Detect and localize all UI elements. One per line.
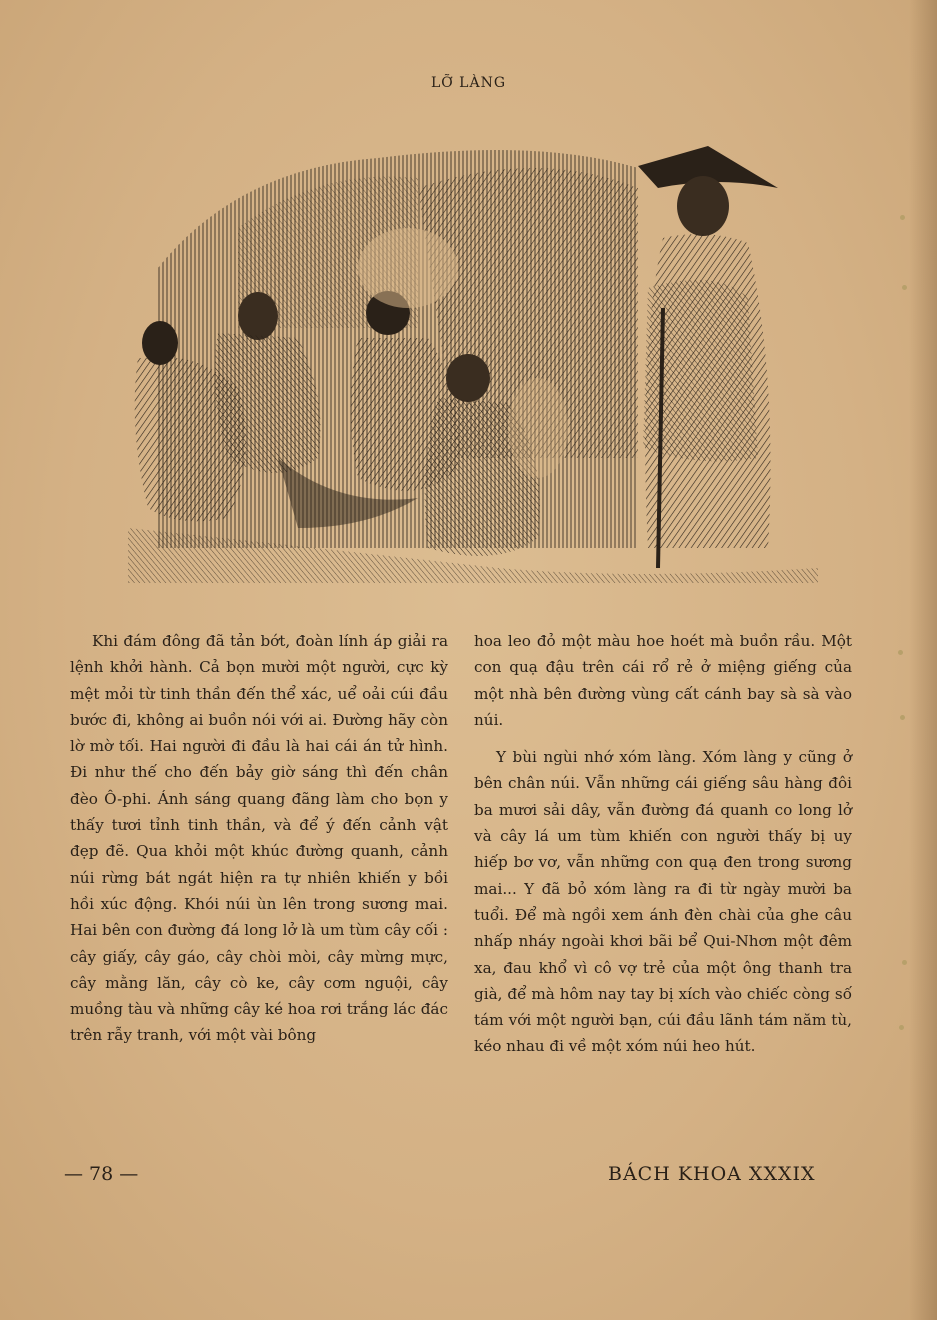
page-number: — 78 — [64,1163,139,1185]
pen-and-ink-illustration-icon [118,128,828,583]
right-column [474,628,852,1060]
margin-spot [902,960,907,965]
margin-spot [900,215,905,220]
illustration [118,128,828,583]
left-column [70,628,448,1049]
margin-spot [899,1025,904,1030]
publication-title: BÁCH KHOA XXXIX [608,1163,816,1185]
margin-spot [898,650,903,655]
running-head: LỠ LÀNG [430,75,507,91]
paragraph: hoa leo đỏ một màu hoe hoét mà buồn rầu. Một con quạ đậu trên cái rổ rẻ ở miệng giếng của một nhà bên đường vùng cất cánh bay sà sà vào núi. [474,632,852,729]
paragraph: Y bùi ngùi nhớ xóm làng. Xóm làng y cũng ở bên chân núi. Vẫn những cái giếng sâu hàng đôi ba mươi sải dây, vẫn đường đá quanh co long lở và cây lá um tùm khiến con người thấy bị uy hiếp bơ vơ, vẫn những con quạ đen trong sương mai... Y đã bỏ xóm làng ra đi từ ngày mười ba tuổi. Để mà ngồi xem ánh đèn chài của ghe câu nhấp nháy ngoài khơi bãi bể Qui-Nhơn một đêm xa, đau khổ vì cô vợ trẻ của một ông thanh tra già, để mà hôm nay tay bị xích vào chiếc còng số tám với một người bạn, cúi đầu lãnh tám năm tù, kéo nhau đi về một xóm núi heo hút. [474,748,852,1056]
margin-spot [900,715,905,720]
paragraph: Khi đám đông đã tản bớt, đoàn lính áp giải ra lệnh khởi hành. Cả bọn mười một người, cực kỳ mệt mỏi từ tinh thần đến thể xác, uể oải cúi đầu bước đi, không ai buồn nói với ai. Đường hãy còn lờ mờ tối. Hai người đi đầu là hai cái án tử hình. Đi như thế cho đến bảy giờ sáng thì đến chân đèo Ô-phi. Ánh sáng quang đãng làm cho bọn y thấy tươi tỉnh tinh thần, và để ý đến cảnh vật đẹp đẽ. Qua khỏi một khúc đường quanh, cảnh núi rừng bát ngát hiện ra tự nhiên khiến y bồi hồi xúc động. Khói núi ùn lên trong sương mai. Hai bên con đường đá long lở là um tùm cây cối : cây giấy, cây gáo, cây chòi mòi, cây mừng mực, cây mằng lăn, cây cò ke, cây cơm nguội, cây muồng tàu và những cây ké hoa rơi trắng lác đác trên rẫy tranh, với một vài bông [70,632,448,1045]
margin-spot [902,285,907,290]
